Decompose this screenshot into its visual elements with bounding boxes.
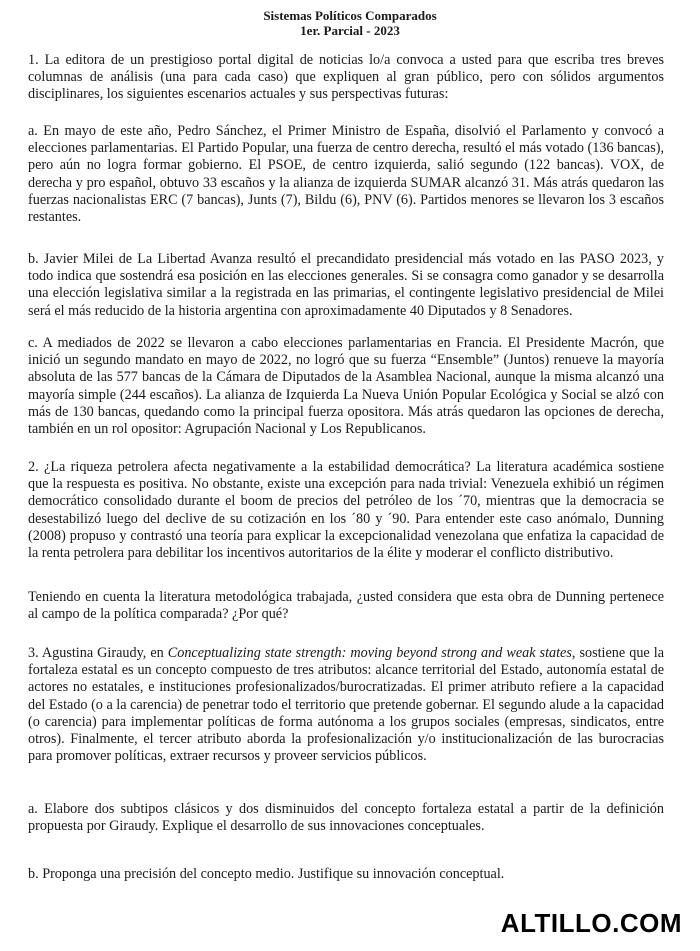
exam-header [0, 8, 700, 38]
question-3b: b. Proponga una precisión del concepto medio. Justifique su innovación conceptual. [28, 866, 505, 882]
altillo-watermark: ALTILLO.COM [500, 908, 682, 938]
question-3-book-title: Conceptualizing state strength: moving beyond strong and weak states [167, 645, 572, 661]
question-3-text: , sostiene que la fortaleza estatal es un concepto compuesto de tres atributos: alcance territorial del Estado, autonomía estatal de actores no estatales, e instituciones profesionalizados/burocratizadas. El primer atributo refiere a la capacidad del Estado (o a la carencia) de penetrar todo el territorio que pretende gobernar. El segundo alude a la capacidad (o carencia) para implementar políticas de forma autónoma a los grupos sociales (empresas, sindicatos, entre otros). Finalmente, el tercer atributo aborda la profesionalización y/o institucionalización de las burocracias para promover políticas, extraer recursos y proveer servicios públicos. [28, 645, 664, 765]
question-1a: a. En mayo de este año, Pedro Sánchez, el Primer Ministro de España, disolvió el Parlamento y convocó a elecciones parlamentarias. El Partido Popular, una fuerza de centro derecha, resultó el más votado (136 bancas), pero aún no logra formar gobierno. El PSOE, de centro izquierda, salió segundo (122 bancas). VOX, de derecha y pro español, obtuvo 33 escaños y la alianza de izquierda SUMAR alcanzó 31. Más atrás quedaron las fuerzas nacionalistas ERC (7 bancas), Junts (7), Bildu (6), PNV (6). Partidos menores se llevaron los 3 escaños restantes. [28, 123, 664, 226]
question-1-intro: 1. La editora de un prestigioso portal digital de noticias lo/a convoca a usted para que escriba tres breves columnas de análisis (una para cada caso) que expliquen al gran público, pero con sólidos argumentos disciplinares, los siguientes escenarios actuales y sus perspectivas futuras: [28, 52, 664, 103]
question-2-body: 2. ¿La riqueza petrolera afecta negativamente a la estabilidad democrática? La literatura académica sostiene que la respuesta es positiva. No obstante, existe una excepción para nada trivial: Venezuela exhibió un régimen democrático consolidado durante el boom de precios del petróleo de los ´70, mientras que la democracia se desestabilizó luego del declive de su cotización en los ´80 y ´90. Para entender este caso anómalo, Dunning (2008) propuso y contrastó una teoría para explicar la excepcionalidad venezolana que enfatiza la capacidad de la renta petrolera para debilitar los incentivos autoritarios de la élite y moderar el conflicto distributivo. [28, 459, 664, 562]
exam-title: Sistemas Políticos Comparados [263, 8, 437, 23]
exam-page [0, 8, 700, 951]
exam-subtitle: 1er. Parcial - 2023 [300, 23, 400, 38]
question-3a: a. Elabore dos subtipos clásicos y dos disminuidos del concepto fortaleza estatal a partir de la definición propuesta por Giraudy. Explique el desarrollo de sus innovaciones conceptuales. [28, 801, 664, 835]
question-1b: b. Javier Milei de La Libertad Avanza resultó el precandidato presidencial más votado en las PASO 2023, y todo indica que sostendrá esa posición en las elecciones generales. Si se consagra como ganador y se desarrolla una elección legislativa similar a la registrada en las primarias, el contingente legislativo presidencial de Milei será el más reducido de la historia argentina con aproximadamente 40 Diputados y 8 Senadores. [28, 251, 664, 319]
question-3-body [28, 645, 664, 765]
question-3-lead: 3. Agustina Giraudy, en [28, 645, 168, 661]
question-1c: c. A mediados de 2022 se llevaron a cabo elecciones parlamentarias en Francia. El Presidente Macrón, que inició un segundo mandato en mayo de 2022, no logró que su fuerza “Ensemble” (Juntos) renueve la mayoría absoluta de las 577 bancas de la Cámara de Diputados de la Asamblea Nacional, aunque la misma alcanzó una mayoría simple (244 escaños). La alianza de Izquierda La Nueva Unión Popular Ecológica y Social se alzó con más de 130 bancas, quedando como la principal fuerza opositora. Más atrás quedaron las opciones de derecha, también en un rol opositor: Agrupación Nacional y Los Republicanos. [28, 335, 664, 438]
question-2-question: Teniendo en cuenta la literatura metodológica trabajada, ¿usted considera que esta obra de Dunning pertenece al campo de la política comparada? ¿Por qué? [28, 589, 664, 623]
